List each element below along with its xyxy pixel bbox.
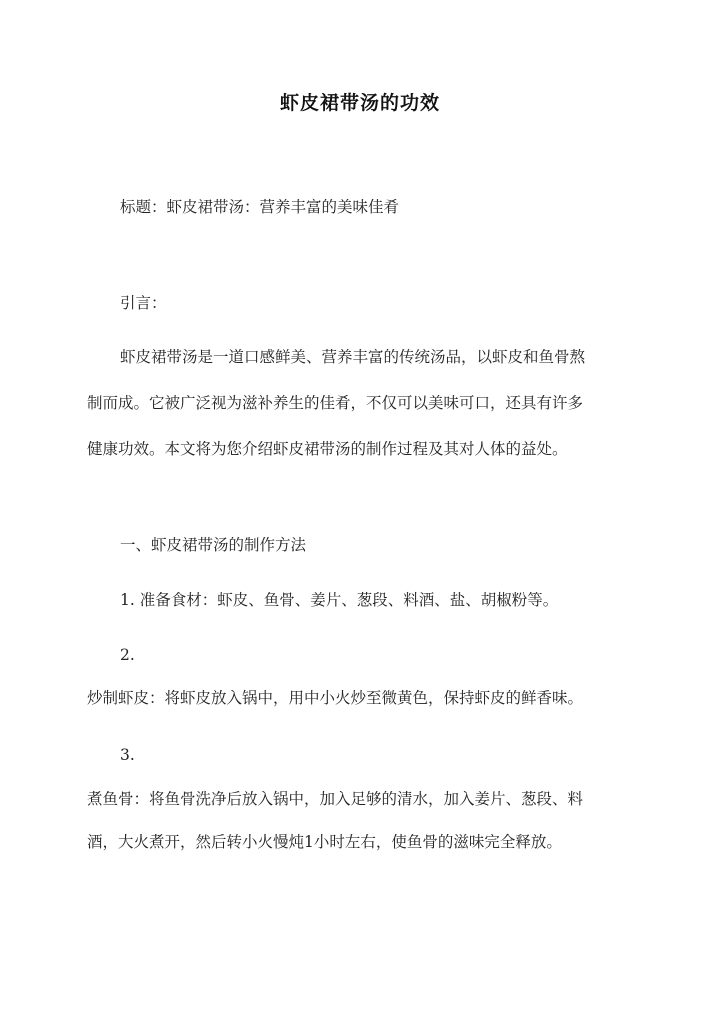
step-2-number: 2. <box>120 646 135 664</box>
step-1: 1. 准备食材：虾皮、鱼骨、姜片、葱段、料酒、盐、胡椒粉等。 <box>120 591 559 609</box>
intro-paragraph-line-2: 制而成。它被广泛视为滋补养生的佳肴，不仅可以美味可口，还具有许多 <box>87 394 584 412</box>
intro-paragraph-line-3: 健康功效。本文将为您介绍虾皮裙带汤的制作过程及其对人体的益处。 <box>87 440 568 458</box>
subtitle-line: 标题：虾皮裙带汤：营养丰富的美味佳肴 <box>120 198 400 216</box>
step-3-number: 3. <box>120 746 135 764</box>
intro-heading: 引言： <box>120 294 167 312</box>
step-3-text-line-2: 酒，大火煮开，然后转小火慢炖1小时左右，使鱼骨的滋味完全释放。 <box>87 833 562 851</box>
intro-paragraph-line-1: 虾皮裙带汤是一道口感鲜美、营养丰富的传统汤品，以虾皮和鱼骨熬 <box>120 348 586 366</box>
section-heading: 一、虾皮裙带汤的制作方法 <box>120 536 307 554</box>
document-title: 虾皮裙带汤的功效 <box>279 92 440 114</box>
step-3-text-line-1: 煮鱼骨：将鱼骨洗净后放入锅中，加入足够的清水，加入姜片、葱段、料 <box>87 790 584 808</box>
step-2-text: 炒制虾皮：将虾皮放入锅中，用中小火炒至微黄色，保持虾皮的鲜香味。 <box>87 689 584 707</box>
